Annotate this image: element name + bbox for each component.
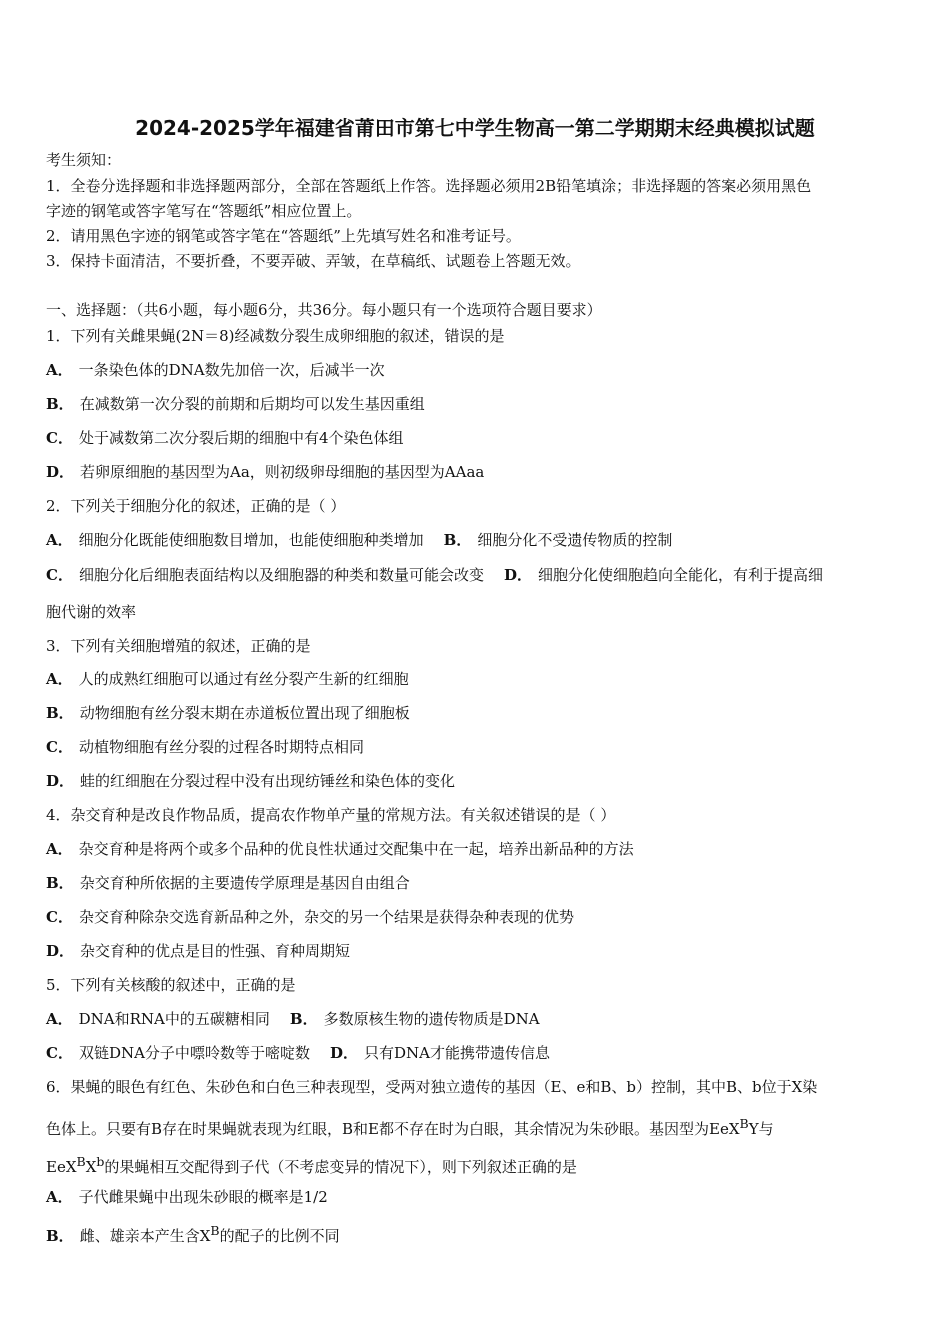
q4-option-a: A． 杂交育种是将两个或多个品种的优良性状通过交配集中在一起，培养出新品种的方法 bbox=[46, 840, 634, 858]
q1-option-b: B． 在减数第一次分裂的前期和后期均可以发生基因重组 bbox=[46, 395, 425, 413]
q2-option-d-cont: 胞代谢的效率 bbox=[46, 603, 137, 621]
notes-item: 1．全卷分选择题和非选择题两部分，全部在答题纸上作答。选择题必须用2B铅笔填涂；非选择题的答案必须用黑色 bbox=[46, 177, 812, 195]
q6-option-a: A． 子代雌果蝇中出现朱砂眼的概率是1/2 bbox=[46, 1188, 328, 1206]
q1-option-c: C． 处于减数第二次分裂后期的细胞中有4个染色体组 bbox=[46, 429, 404, 447]
section-heading: 一、选择题：（共6小题，每小题6分，共36分。每小题只有一个选项符合题目要求） bbox=[46, 301, 602, 319]
q5-options-ab: A． DNA和RNA中的五碳糖相同 B． 多数原核生物的遗传物质是DNA bbox=[46, 1010, 540, 1028]
q3-option-d: D． 蛙的红细胞在分裂过程中没有出现纺锤丝和染色体的变化 bbox=[46, 772, 456, 790]
notes-heading: 考生须知： bbox=[46, 151, 122, 169]
q1-option-d: D． 若卵原细胞的基因型为Aa，则初级卵母细胞的基因型为AAaa bbox=[46, 463, 485, 481]
q3-option-c: C． 动植物细胞有丝分裂的过程各时期特点相同 bbox=[46, 738, 364, 756]
question-6-stem-line-1: 6．果蝇的眼色有红色、朱砂色和白色三种表现型，受两对独立遗传的基因（E、e和B、b）控制，其中B、b位于X染 bbox=[46, 1078, 818, 1096]
question-6-stem-line-2: 色体上。只要有B存在时果蝇就表现为红眼，B和E都不存在时为白眼，其余情况为朱砂眼。基因型为EeX$^B$Y与 bbox=[46, 1116, 774, 1138]
notes-item: 2．请用黑色字迹的钢笔或答字笔在“答题纸”上先填写姓名和准考证号。 bbox=[46, 227, 521, 245]
q2-options-ab: A． 细胞分化既能使细胞数目增加，也能使细胞种类增加 B． 细胞分化不受遗传物质的控制 bbox=[46, 531, 673, 549]
notes-item: 3．保持卡面清洁，不要折叠，不要弄破、弄皱，在草稿纸、试题卷上答题无效。 bbox=[46, 252, 581, 270]
q6-option-b: B． 雌、雄亲本产生含$X^B$的配子的比例不同 bbox=[46, 1223, 340, 1245]
question-3-stem: 3．下列有关细胞增殖的叙述，正确的是 bbox=[46, 637, 311, 655]
page-title: 2024-2025学年福建省莆田市第七中学生物高一第二学期期末经典模拟试题 bbox=[135, 116, 815, 140]
question-1-stem: 1．下列有关雌果蝇(2N＝8)经减数分裂生成卵细胞的叙述，错误的是 bbox=[46, 327, 505, 345]
q5-options-cd: C． 双链DNA分子中嘌呤数等于嘧啶数 D． 只有DNA才能携带遗传信息 bbox=[46, 1044, 550, 1062]
q4-option-d: D． 杂交育种的优点是目的性强、育种周期短 bbox=[46, 942, 351, 960]
question-4-stem: 4．杂交育种是改良作物品质，提高农作物单产量的常规方法。有关叙述错误的是（ ） bbox=[46, 806, 616, 824]
q2-options-cd: C． 细胞分化后细胞表面结构以及细胞器的种类和数量可能会改变 D． 细胞分化使细胞趋向全能化，有利于提高细 bbox=[46, 566, 823, 584]
q4-option-b: B． 杂交育种所依据的主要遗传学原理是基因自由组合 bbox=[46, 874, 410, 892]
q3-option-a: A． 人的成熟红细胞可以通过有丝分裂产生新的红细胞 bbox=[46, 670, 409, 688]
question-5-stem: 5．下列有关核酸的叙述中，正确的是 bbox=[46, 976, 296, 994]
q3-option-b: B． 动物细胞有丝分裂末期在赤道板位置出现了细胞板 bbox=[46, 704, 410, 722]
q1-option-a: A． 一条染色体的DNA数先加倍一次，后减半一次 bbox=[46, 361, 385, 379]
notes-item: 字迹的钢笔或答字笔写在“答题纸”相应位置上。 bbox=[46, 202, 362, 220]
q4-option-c: C． 杂交育种除杂交选育新品种之外，杂交的另一个结果是获得杂种表现的优势 bbox=[46, 908, 574, 926]
question-2-stem: 2．下列关于细胞分化的叙述，正确的是（ ） bbox=[46, 497, 346, 515]
question-6-stem-line-3: $EeX^BX^b$的果蝇相互交配得到子代（不考虑变异的情况下），则下列叙述正确的是 bbox=[46, 1154, 577, 1176]
